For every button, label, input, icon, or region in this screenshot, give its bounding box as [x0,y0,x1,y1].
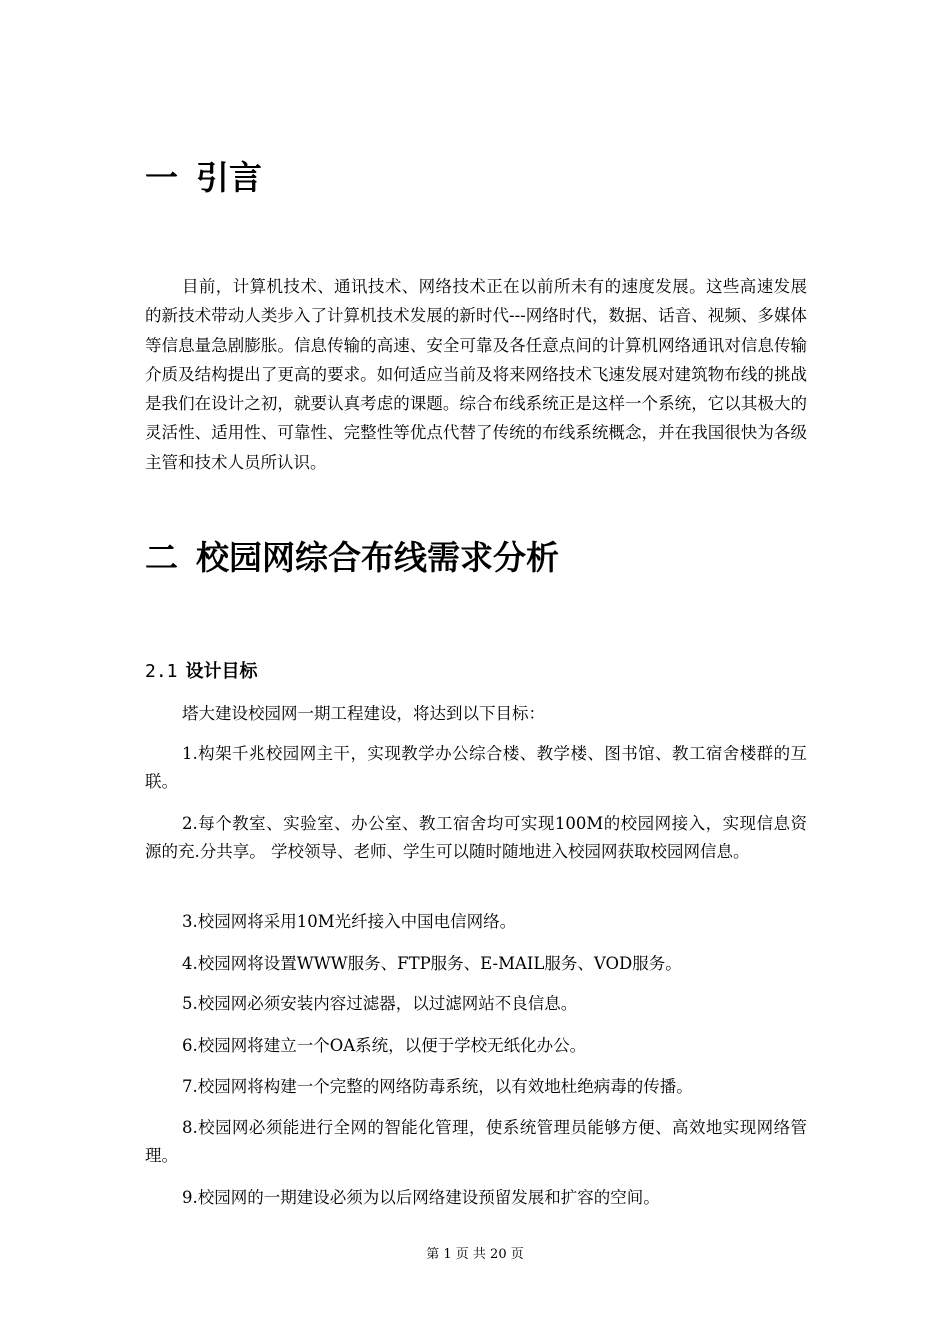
goal-item-4: 4.校园网将设置WWW服务、FTP服务、E-MAIL服务、VOD服务。 [182,954,682,973]
section-heading-intro [145,158,262,198]
subsection-number: 2.1 [145,661,178,682]
intro-paragraph: 目前，计算机技术、通讯技术、网络技术正在以前所未有的速度发展。这些高速发展的新技术带动人类步入了计算机技术发展的新时代---网络时代，数据、话音、视频、多媒体等信息量急剧膨胀。信息传输的高速、安全可靠及各任意点间的计算机网络通讯对信息传输介质及结构提出了更高的要求。如何适应当前及将来网络技术飞速发展对建筑物布线的挑战是我们在设计之初，就要认真考虑的课题。综合布线系统正是这样一个系统，它以其极大的灵活性、适用性、可靠性、完整性等优点代替了传统的布线系统概念，并在我国很快为各级主管和技术人员所认识。 [145,277,807,472]
section-title: 校园网综合布线需求分析 [196,538,559,577]
section-title: 引言 [196,158,262,197]
goal-item-8: 8.校园网必须能进行全网的智能化管理，使系统管理员能够方便、高效地实现网络管理。 [145,1118,807,1165]
subsection-heading-design-goals [145,659,258,685]
goal-item-2: 2.每个教室、实验室、办公室、教工宿舍均可实现100M的校园网接入，实现信息资源的充.分共享。 学校领导、老师、学生可以随时随地进入校园网获取校园网信息。 [145,814,807,861]
subsection-title: 设计目标 [185,661,258,682]
section-number: 一 [145,158,178,197]
goals-intro: 塔大建设校园网一期工程建设，将达到以下目标： [182,704,545,723]
goal-item-1: 1.构架千兆校园网主干，实现教学办公综合楼、教学楼、图书馆、教工宿舍楼群的互联。 [145,744,807,791]
goal-item-9: 9.校园网的一期建设必须为以后网络建设预留发展和扩容的空间。 [182,1188,660,1207]
section-heading-requirements [145,538,559,578]
goal-item-7: 7.校园网将构建一个完整的网络防毒系统，以有效地杜绝病毒的传播。 [182,1077,693,1096]
goal-item-6: 6.校园网将建立一个OA系统，以便于学校无纸化办公。 [182,1036,587,1055]
section-number: 二 [145,538,178,577]
goal-item-5: 5.校园网必须安装内容过滤器，以过滤网站不良信息。 [182,994,578,1013]
page-footer: 第 1 页 共 20 页 [426,1247,524,1262]
goal-item-3: 3.校园网将采用10M光纤接入中国电信网络。 [182,912,517,931]
